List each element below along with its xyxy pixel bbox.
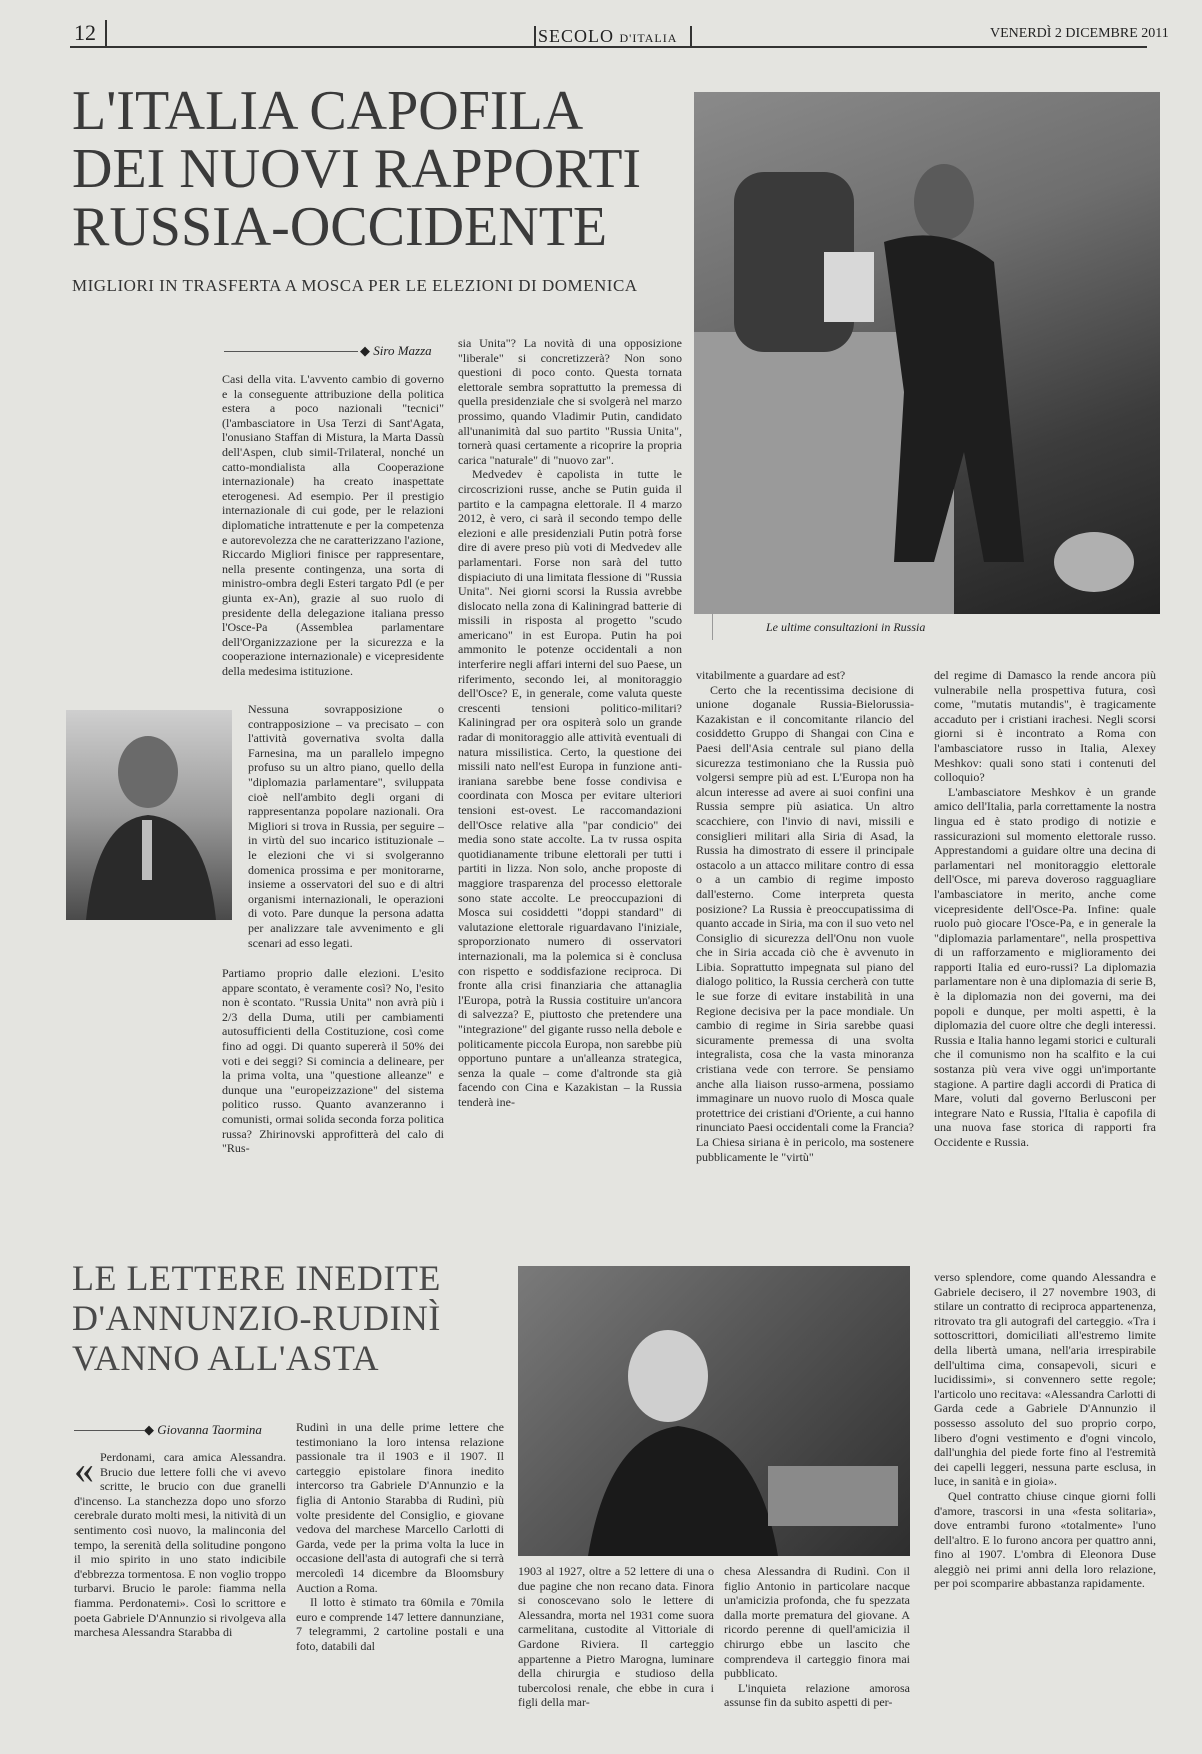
article1-column-2 — [458, 336, 682, 1222]
article1-col1-p1: Casi della vita. L'avvento cambio di governo e la conseguente attribuzione della politica estera a poco nazionali "tecnici" (l'ambasciatore in Usa Terzi di Sant'Agata, l'onusiano Staffan di Mistura, la Marta Dassù dell'Aspen, club simil-Trilateral, nonché un catto-mondialista alla Cooperazione internazionale) ha creato inaspettate eterogenesi. Ad esempio. Per il prestigio internazionale di cui gode, per le relazioni diplomatiche intrattenute e per la competenza e autorevolezza che ne caratterizzano l'azione, Riccardo Migliori finisce per rappresentare, nella presente contingenza, una sorta di ministro-ombra degli Esteri targato Pdl (e per giunta ex-An), grazie al suo ruolo di presidente della delegazione italiana presso l'Osce-Pa (Assemblea parlamentare dell'Organizzazione per la sicurezza e la cooperazione internazionale) e vicepresidente della medesima istituzione. — [222, 372, 444, 678]
article2-author: Giovanna Taormina — [157, 1422, 262, 1437]
article1-headline-line1: L'ITALIA CAPOFILA — [72, 80, 584, 142]
article1-col2-p1: sia Unita"? La novità di una opposizione "liberale" si concretizzerà? Non sono questioni di poco conto. Questa tornata elettorale sembra soprattutto la premessa di quella presidenziale che si svolgerà nel marzo prossimo, quando Vladimir Putin, candidato all'unanimità dal suo partito "Russia Unita", tornerà quasi certamente a ricoprire la propria carica "naturale" di "nuovo zar". — [458, 336, 682, 467]
dannunzio-photo — [518, 1266, 910, 1556]
article1-col4-p2: L'ambasciatore Meshkov è un grande amico dell'Italia, parla correttamente la nostra lingua ed è stato prodigo di notizie e rassicurazioni sul momento elettorale russo. Apprestandomi a guidare oltre una decina di parlamentari nel monitoraggio elettorale dell'Osce, mi pareva doveroso ragguagliare l'ambasciatore in merito, anche come vicepresidente dell'Osce-Pa. Infine: quale ruolo può giocare l'Osce-Pa, e in generale la "diplomazia parlamentare", nella prospettiva di un rafforzamento e miglioramento dei rapporti Italia ed euro-russi? La diplomazia parlamentare non è una diplomazia di serie B, è la diplomazia non dei governi, ma dei popoli e dunque, per molti aspetti, è la diplomazia del cuore oltre che degli interessi. Russia e Italia hanno legami storici e culturali che il comunismo non ha scalfito e la cui sostanza più vera vive oggi un'importante stagione. A partire dagli accordi di Pratica di Mare, voluti dal governo Berlusconi per integrare Nato e Russia, l'Italia è capofila di una nuova fase storica di rapporti fra Occidente e Russia. — [934, 784, 1156, 1149]
article2-col1-p1 — [74, 1450, 286, 1640]
masthead-divider-left — [534, 26, 536, 46]
article1-column-1c — [222, 966, 444, 1222]
article2-column-1 — [74, 1450, 286, 1732]
caption-rule — [712, 610, 713, 640]
article2-headline-line2: D'ANNUNZIO-RUDINÌ — [72, 1298, 441, 1338]
article1-column-4 — [934, 668, 1156, 1222]
article2-headline-line1: LE LETTERE INEDITE — [72, 1258, 441, 1298]
election-photo — [694, 92, 1160, 614]
article2-col3-p1: 1903 al 1927, oltre a 52 lettere di una o due pagine che non recano data. Finora si conoscevano solo le lettere di Alessandra, morta nel 1931 come suora carmelitana, custodite al Vittoriale di Gardone Riviera. Il carteggio appartenne a Pietro Marogna, luminare della chirurgia e studioso della tubercolosi renale, che ebbe in cura i figli della mar- — [518, 1564, 714, 1710]
page-number-divider — [105, 20, 107, 46]
article1-col2-p2: Medvedev è capolista in tutte le circoscrizioni russe, anche se Putin guida il partito e la campagna elettorale. Il 4 marzo 2012, è vero, ci sarà il secondo tempo delle elezioni e alle presidenziali Putin potrà forse dire di avere preso più voti di Medvedev alle parlamentari. Forse non sarà del tutto dispiaciuto di una limitata flessione di "Russia Unita". Nei giorni scorsi la Russia avrebbe dislocato nella zona di Kaliningrad batterie di missili in risposta al progetto "scudo americano" in est Europa. Putin ha poi ammonito le potenze occidentali a non interferire negli affari interni del suo Paese, un riferimento, secondo lei, al monitoraggio dell'Osce? E, in generale, come valuta queste crescenti tensioni politico-militari? Kaliningrad per ora ospiterà solo un grande radar di monitoraggio alle attività eventuali di natura missilistica. Certo, la questione dei missili nato nell'est Europa in funzione anti-iraniana sarebbe bene fosse condivisa e coordinata con Mosca per evitare ulteriori tensioni est-ovest. Le raccomandazioni dell'Osce relative alla "par condicio" dei media sono state accolte. La tv russa ospita quotidianamente tribune elettorali per tutti i partiti in lizza. Non solo, anche proposte di maggiore trasparenza del processo elettorale sono state accolte. Le preoccupazioni di Mosca sui cosiddetti "doppi standard" di valutazione elettorale riguardavano l'iniziale, sproporzionato numero di osservatori internazionali, ma la polemica si è conclusa con rispetto e soddisfazione reciproca. Di fronte alla crisi finanziaria che attanaglia l'Europa, potrà la Russia costituire un'ancora di salvezza? E, piuttosto che pretendere una "integrazione" del gigante russo nella debole e politicamente piccola Europa, non sarebbe più opportuno puntare a un'alleanza strategica, senza la quale – come d'altronde sta già facendo con Cina e Kazakistan – la Russia tenderà ine- — [458, 467, 682, 1109]
masthead-suffix: D'ITALIA — [619, 31, 678, 45]
byline-rule — [224, 351, 358, 352]
portrait-silhouette — [66, 710, 232, 920]
masthead-divider-right — [690, 26, 692, 46]
article1-col4-p1: del regime di Damasco la rende ancora più vulnerabile nella prospettiva futura, così come, "mutatis mutandis", è tragicamente accaduto per i cristiani irachesi. Negli scorsi giorni si è incontrato a Roma con l'ambasciatore russo in Italia, Alexey Meshkov: quali sono stati i contenuti del colloquio? — [934, 668, 1156, 785]
article2-column-2 — [296, 1420, 504, 1732]
voter-silhouette — [694, 92, 1160, 614]
article1-column-1 — [222, 372, 444, 700]
photo-caption: Le ultime consultazioni in Russia — [766, 620, 926, 634]
article2-col1-text: Perdonami, cara amica Alessandra. Brucio due lettere folli che vi avevo scritte, le brucio con due granelli d'incenso. La stanchezza dopo uno sforzo cerebrale durato molti mesi, la nitività di un sentimento così nuovo, la malinconia del tempo, la serenità della solitudine pongono il mio spirito in uno stato indicibile d'ebbrezza tormentosa. E non voglio troppo turbarvi. Brucio le parole: fiamma nella fiamma. Perdonatemi». Così lo scrittore e poeta Gabriele D'Annunzio si rivolgeva alla marchesa Alessandra Starabba di — [74, 1450, 286, 1640]
article2-col5-p2: Quel contratto chiuse cinque giorni folli d'amore, trascorsi in una «festa solitaria», dove entrambi furono «totalmente» l'uno dell'altro. E lo furono ancora per quattro anni, fino al 1907. L'ombra di Eleonora Duse aleggiò nei primi anni della loro relazione, per poi scomparire abbastanza rapidamente. — [934, 1488, 1156, 1591]
article1-col1-p2: Nessuna sovrapposizione o contrapposizione – va precisato – con l'attività governativa svolta dalla Farnesina, ma un parallelo impegno profuso su un altro piano, quello della "diplomazia parlamentare", sviluppata cioè nell'ambito degli organi di rappresentanza popolare nazionali. Ora Migliori si trova in Russia, per seguire – in virtù del suo incarico istituzionale – le elezioni che vi si svolgeranno domenica prossima e per monitorarne, insieme a osservatori del suo e di altri organismi internazionali, le operazioni di voto. Pare dunque la persona adatta per analizzare tale avvenimento e gli scenari ad esso legati. — [248, 702, 444, 950]
article1-headline-line2: DEI NUOVI RAPPORTI — [72, 138, 642, 200]
article2-col5-p1: verso splendore, come quando Alessandra e Gabriele decisero, il 27 novembre 1903, di stilare un contratto di reciproca appartenenza, ritrovato tra gli autografi del carteggio. «Tra i sottoscrittori, domiciliati all'estremo limite della libertà umana, nell'aria irrespirabile dell'ultima cima, consapevoli, sicuri e lucidissimi», si convennero sette regole; l'articolo uno recitava: «Alessandra Carlotti di Garda cede a Gabriele D'Annunzio il possesso assoluto del suo proprio corpo, libero d'ogni vestimento e d'ogni vincolo, dall'unghia del piede forte fino al l'estremità dei capelli leggeri, nessuna parte esclusa, in luce, in sanità e in gioia». — [934, 1270, 1156, 1489]
masthead-title: SECOLO — [538, 26, 615, 46]
masthead — [538, 26, 677, 47]
article2-column-4 — [724, 1564, 910, 1732]
article2-col2-p1: Rudinì in una delle prime lettere che testimoniano la loro intensa relazione passionale tra il 1903 e il 1907. Il carteggio epistolare finora inedito intercorso tra Gabriele D'Annunzio e la figlia di Antonio Starabba di Rudinì, più volte presidente del Consiglio, e giovane vedova del marchese Marcello Carlotti di Garda, vede per la prima volta la luce in occasione dell'asta di autografi che si terrà mercoledì 14 dicembre da Bloomsbury Auction a Roma. — [296, 1420, 504, 1595]
article1-column-1b — [248, 702, 444, 964]
article1-col3-p1: vitabilmente a guardare ad est? — [696, 668, 846, 682]
header-rule — [70, 46, 1147, 48]
issue-date: VENERDÌ 2 DICEMBRE 2011 — [990, 26, 1169, 41]
article1-headline — [72, 82, 652, 256]
quote-dropcap: « — [74, 1450, 94, 1492]
page-number: 12 — [74, 20, 96, 45]
article2-col4-p1: chesa Alessandra di Rudinì. Con il figlio Antonio in particolare nacque un'amicizia profonda, che fu spezzata dalla morte prematura del giovane. A ricordo perenne di quell'amicizia il chirurgo ebbe un lascito che comprendeva il carteggio finora mai pubblicato. — [724, 1564, 910, 1681]
migliori-portrait — [66, 710, 232, 920]
article2-col2-p2: Il lotto è stimato tra 60mila e 70mila euro e comprende 147 lettere dannunziane, 7 telegrammi, 2 cartoline postali e una foto, databili dal — [296, 1595, 504, 1653]
article2-headline-line3: VANNO ALL'ASTA — [72, 1338, 379, 1378]
byline2-rule — [74, 1430, 144, 1431]
article1-byline: ◆ Siro Mazza — [360, 343, 432, 358]
article1-col3-p2: Certo che la recentissima decisione di unione doganale Russia-Bielorussia-Kazakistan e il concomitante rilancio del cosiddetto Gruppo di Shangai con Cina e Paesi dell'Asia centrale sul piano della sicurezza testimoniano che la Russia può volgersi sempre più ad est. L'Europa non ha alcun interesse ad avere ai suoi confini una Russia sempre più asiatica. Un altro scacchiere, con l'invio di navi, missili e consiglieri militari alla Siria di Asad, la Russia ha dimostrato di essere il principale ostacolo a un attacco militare contro di essa o a un cambio di regime imposto dall'esterno. Come interpreta questa posizione? La Russia è preoccupatissima di quanto accade in Siria, ma con il suo veto nel Consiglio di sicurezza dell'Onu non vuole che in Siria accada ciò che è avvenuto in Libia. Soprattutto impegnata sul piano del dialogo politico, la Russia cercherà con tutte le sue forze di evitare instabilità in una Regione decisiva per la pace mondiale. Un cambio di regime in Siria sarebbe quasi sicuramente premessa di una svolta integralista, cosa che la vasta minoranza cristiana vede con terrore. Se pensiamo anche alla liaison russo-armena, possiamo immaginare un nuovo ruolo di Mosca quale protettrice dei cristiani d'Oriente, a cui hanno rinunciato Paesi occidentali come la Francia? La Chiesa siriana è in pericolo, ma sostenere pubblicamente le "virtù" — [696, 682, 914, 1164]
article2-col4-p2: L'inquieta relazione amorosa assunse fin da subito aspetti di per- — [724, 1680, 910, 1710]
article1-column-3 — [696, 668, 914, 1222]
article1-col1-p3: Partiamo proprio dalle elezioni. L'esito appare scontato, è veramente così? No, l'esito non è scontato. "Russia Unita" non avrà più i 2/3 della Duma, utili per cambiamenti autosufficienti della Costituzione, così come fino ad oggi. Di quanto supererà il 50% dei voti e dei seggi? Si comincia a delineare, per la prima volta, una "questione alleanze" e dunque una "europeizzazione" del sistema politico russo. Quanto avanzeranno i comunisti, ormai solida seconda forza politica russa? Zhirinovski approfitterà del calo di "Rus- — [222, 966, 444, 1156]
article2-column-5 — [934, 1270, 1156, 1732]
article1-subhead: MIGLIORI IN TRASFERTA A MOSCA PER LE ELEZIONI DI DOMENICA — [72, 276, 638, 295]
article2-headline — [72, 1258, 452, 1378]
dannunzio-silhouette — [518, 1266, 910, 1556]
article1-headline-line3: RUSSIA-OCCIDENTE — [72, 196, 608, 258]
article1-author: Siro Mazza — [373, 343, 432, 358]
article2-byline: ◆ Giovanna Taormina — [144, 1422, 262, 1437]
article2-column-3 — [518, 1564, 714, 1732]
